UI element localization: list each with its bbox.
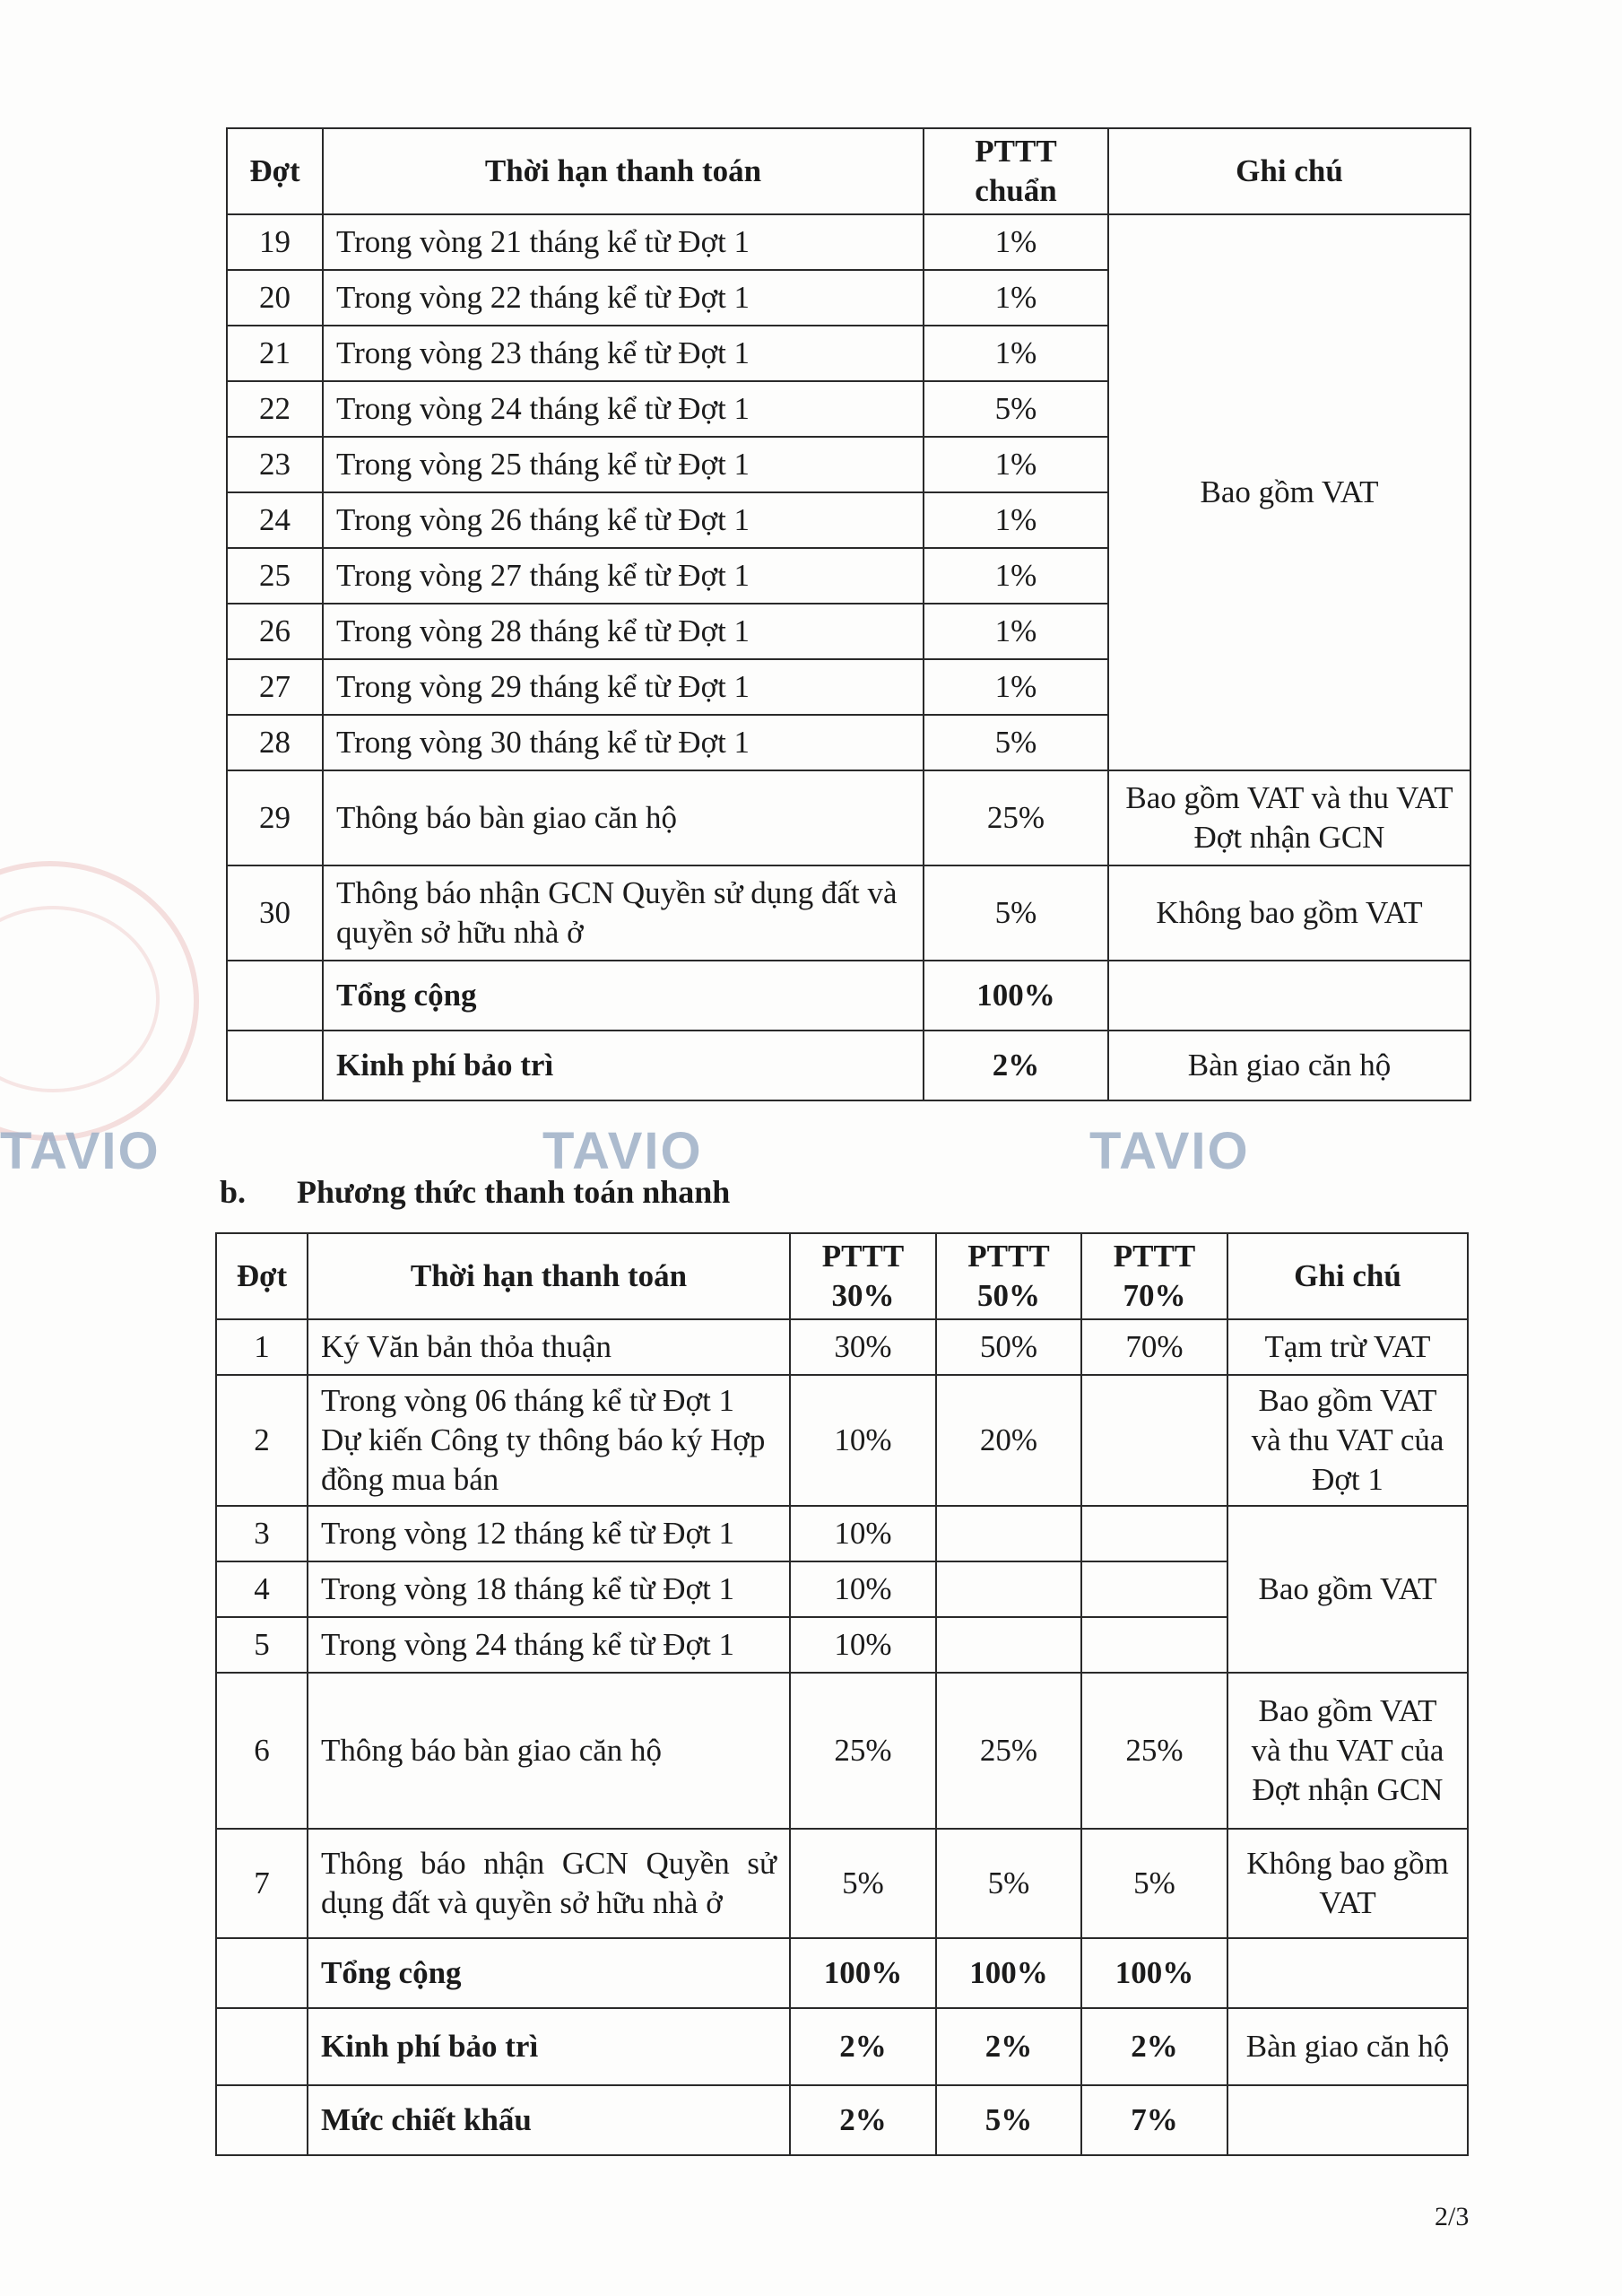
header-pttt-standard: PTTT chuẩn xyxy=(924,128,1108,214)
maintenance-row xyxy=(216,2008,1468,2085)
section-heading xyxy=(220,1173,730,1211)
payment-percent: 1% xyxy=(924,270,1108,326)
pct-50 xyxy=(936,1506,1081,1561)
header-payment-term: Thời hạn thanh toán xyxy=(323,128,924,214)
dot-number: 3 xyxy=(216,1506,308,1561)
maintenance-50: 2% xyxy=(936,2008,1081,2085)
table-row xyxy=(216,1829,1468,1938)
table-row xyxy=(216,1673,1468,1829)
pct-30: 30% xyxy=(790,1319,936,1375)
table-row xyxy=(216,1506,1468,1561)
pct-50: 25% xyxy=(936,1673,1081,1829)
note-merged: Bao gồm VAT xyxy=(1108,214,1470,770)
payment-term: Ký Văn bản thỏa thuận xyxy=(308,1319,790,1375)
dot-number: 28 xyxy=(227,715,323,770)
payment-term: Trong vòng 26 tháng kể từ Đợt 1 xyxy=(323,492,924,548)
pct-70: 25% xyxy=(1081,1673,1227,1829)
payment-percent: 1% xyxy=(924,604,1108,659)
pct-30: 10% xyxy=(790,1617,936,1673)
payment-term: Thông báo bàn giao căn hộ xyxy=(308,1673,790,1829)
dot-number: 5 xyxy=(216,1617,308,1673)
pct-70: 5% xyxy=(1081,1829,1227,1938)
payment-term: Trong vòng 21 tháng kể từ Đợt 1 xyxy=(323,214,924,270)
payment-term: Trong vòng 29 tháng kể từ Đợt 1 xyxy=(323,659,924,715)
section-title: Phương thức thanh toán nhanh xyxy=(297,1174,731,1210)
payment-term: Thông báo bàn giao căn hộ xyxy=(323,770,924,865)
discount-row xyxy=(216,2085,1468,2155)
payment-percent: 1% xyxy=(924,437,1108,492)
total-50: 100% xyxy=(936,1938,1081,2008)
payment-term: Trong vòng 30 tháng kể từ Đợt 1 xyxy=(323,715,924,770)
note: Bao gồm VAT và thu VAT của Đợt nhận GCN xyxy=(1227,1673,1468,1829)
pct-50 xyxy=(936,1561,1081,1617)
total-row xyxy=(216,1938,1468,2008)
total-label: Tổng cộng xyxy=(308,1938,790,2008)
section-letter: b. xyxy=(220,1174,247,1210)
payment-term: Trong vòng 18 tháng kể từ Đợt 1 xyxy=(308,1561,790,1617)
dot-number: 26 xyxy=(227,604,323,659)
maintenance-note: Bàn giao căn hộ xyxy=(1227,2008,1468,2085)
pct-30: 25% xyxy=(790,1673,936,1829)
dot-number: 4 xyxy=(216,1561,308,1617)
note: Bao gồm VAT và thu VAT của Đợt 1 xyxy=(1227,1375,1468,1506)
note: Tạm trừ VAT xyxy=(1227,1319,1468,1375)
payment-term: Trong vòng 12 tháng kể từ Đợt 1 xyxy=(308,1506,790,1561)
header-payment-term: Thời hạn thanh toán xyxy=(308,1233,790,1319)
payment-term: Trong vòng 24 tháng kể từ Đợt 1 xyxy=(308,1617,790,1673)
total-value: 100% xyxy=(924,961,1108,1031)
payment-term: Trong vòng 24 tháng kể từ Đợt 1 xyxy=(323,381,924,437)
note: Không bao gồm VAT xyxy=(1227,1829,1468,1938)
pct-30: 5% xyxy=(790,1829,936,1938)
watermark-logo: TAVIO xyxy=(1089,1122,1250,1180)
page-number: 2/3 xyxy=(1435,2202,1470,2231)
header-dot: Đợt xyxy=(227,128,323,214)
total-row xyxy=(227,961,1470,1031)
maintenance-note: Bàn giao căn hộ xyxy=(1108,1031,1470,1100)
fast-payment-table xyxy=(215,1232,1469,2156)
note: Bao gồm VAT và thu VAT Đợt nhận GCN xyxy=(1108,770,1470,865)
total-label: Tổng cộng xyxy=(323,961,924,1031)
maintenance-label: Kinh phí bảo trì xyxy=(308,2008,790,2085)
pct-70 xyxy=(1081,1506,1227,1561)
payment-percent: 5% xyxy=(924,715,1108,770)
table-row xyxy=(216,1375,1468,1506)
header-note: Ghi chú xyxy=(1108,128,1470,214)
payment-term: Trong vòng 25 tháng kể từ Đợt 1 xyxy=(323,437,924,492)
payment-percent: 1% xyxy=(924,214,1108,270)
payment-term: Trong vòng 23 tháng kể từ Đợt 1 xyxy=(323,326,924,381)
maintenance-value: 2% xyxy=(924,1031,1108,1100)
maintenance-row xyxy=(227,1031,1470,1100)
dot-number: 29 xyxy=(227,770,323,865)
payment-term: Thông báo nhận GCN Quyền sử dụng đất và quyền sở hữu nhà ở xyxy=(323,865,924,961)
note-merged: Bao gồm VAT xyxy=(1227,1506,1468,1673)
standard-payment-table xyxy=(226,127,1471,1101)
pct-30: 10% xyxy=(790,1506,936,1561)
discount-70: 7% xyxy=(1081,2085,1227,2155)
payment-percent: 1% xyxy=(924,659,1108,715)
table-row xyxy=(227,214,1470,270)
payment-percent: 1% xyxy=(924,548,1108,604)
payment-percent: 1% xyxy=(924,492,1108,548)
pct-70 xyxy=(1081,1375,1227,1506)
table-header-row xyxy=(216,1233,1468,1319)
payment-term: Trong vòng 22 tháng kể từ Đợt 1 xyxy=(323,270,924,326)
dot-number: 2 xyxy=(216,1375,308,1506)
payment-term: Thông báo nhận GCN Quyền sử dụng đất và quyền sở hữu nhà ở xyxy=(308,1829,790,1938)
maintenance-70: 2% xyxy=(1081,2008,1227,2085)
pct-50: 20% xyxy=(936,1375,1081,1506)
maintenance-30: 2% xyxy=(790,2008,936,2085)
watermark-logo: TAVIO xyxy=(542,1122,703,1180)
payment-term: Trong vòng 06 tháng kể từ Đợt 1 Dự kiến Công ty thông báo ký Hợp đồng mua bán xyxy=(308,1375,790,1506)
payment-percent: 5% xyxy=(924,381,1108,437)
payment-percent: 5% xyxy=(924,865,1108,961)
dot-number: 21 xyxy=(227,326,323,381)
pct-70 xyxy=(1081,1617,1227,1673)
dot-number: 27 xyxy=(227,659,323,715)
maintenance-label: Kinh phí bảo trì xyxy=(323,1031,924,1100)
total-30: 100% xyxy=(790,1938,936,2008)
dot-number: 19 xyxy=(227,214,323,270)
watermark-logo: TAVIO xyxy=(0,1122,160,1180)
pct-50 xyxy=(936,1617,1081,1673)
dot-number: 24 xyxy=(227,492,323,548)
pct-50: 50% xyxy=(936,1319,1081,1375)
discount-30: 2% xyxy=(790,2085,936,2155)
dot-number: 25 xyxy=(227,548,323,604)
pct-30: 10% xyxy=(790,1375,936,1506)
dot-number: 1 xyxy=(216,1319,308,1375)
pct-30: 10% xyxy=(790,1561,936,1617)
header-pttt-30: PTTT 30% xyxy=(790,1233,936,1319)
pct-70 xyxy=(1081,1561,1227,1617)
dot-number: 7 xyxy=(216,1829,308,1938)
payment-term: Trong vòng 27 tháng kể từ Đợt 1 xyxy=(323,548,924,604)
header-note: Ghi chú xyxy=(1227,1233,1468,1319)
discount-50: 5% xyxy=(936,2085,1081,2155)
table-row xyxy=(227,770,1470,865)
table-header-row xyxy=(227,128,1470,214)
payment-percent: 1% xyxy=(924,326,1108,381)
header-dot: Đợt xyxy=(216,1233,308,1319)
dot-number: 6 xyxy=(216,1673,308,1829)
table-row xyxy=(227,865,1470,961)
table-row xyxy=(216,1319,1468,1375)
dot-number: 20 xyxy=(227,270,323,326)
dot-number: 22 xyxy=(227,381,323,437)
total-70: 100% xyxy=(1081,1938,1227,2008)
dot-number: 23 xyxy=(227,437,323,492)
dot-number: 30 xyxy=(227,865,323,961)
note: Không bao gồm VAT xyxy=(1108,865,1470,961)
payment-term: Trong vòng 28 tháng kể từ Đợt 1 xyxy=(323,604,924,659)
payment-percent: 25% xyxy=(924,770,1108,865)
header-pttt-70: PTTT 70% xyxy=(1081,1233,1227,1319)
pct-70: 70% xyxy=(1081,1319,1227,1375)
pct-50: 5% xyxy=(936,1829,1081,1938)
discount-label: Mức chiết khấu xyxy=(308,2085,790,2155)
header-pttt-50: PTTT 50% xyxy=(936,1233,1081,1319)
